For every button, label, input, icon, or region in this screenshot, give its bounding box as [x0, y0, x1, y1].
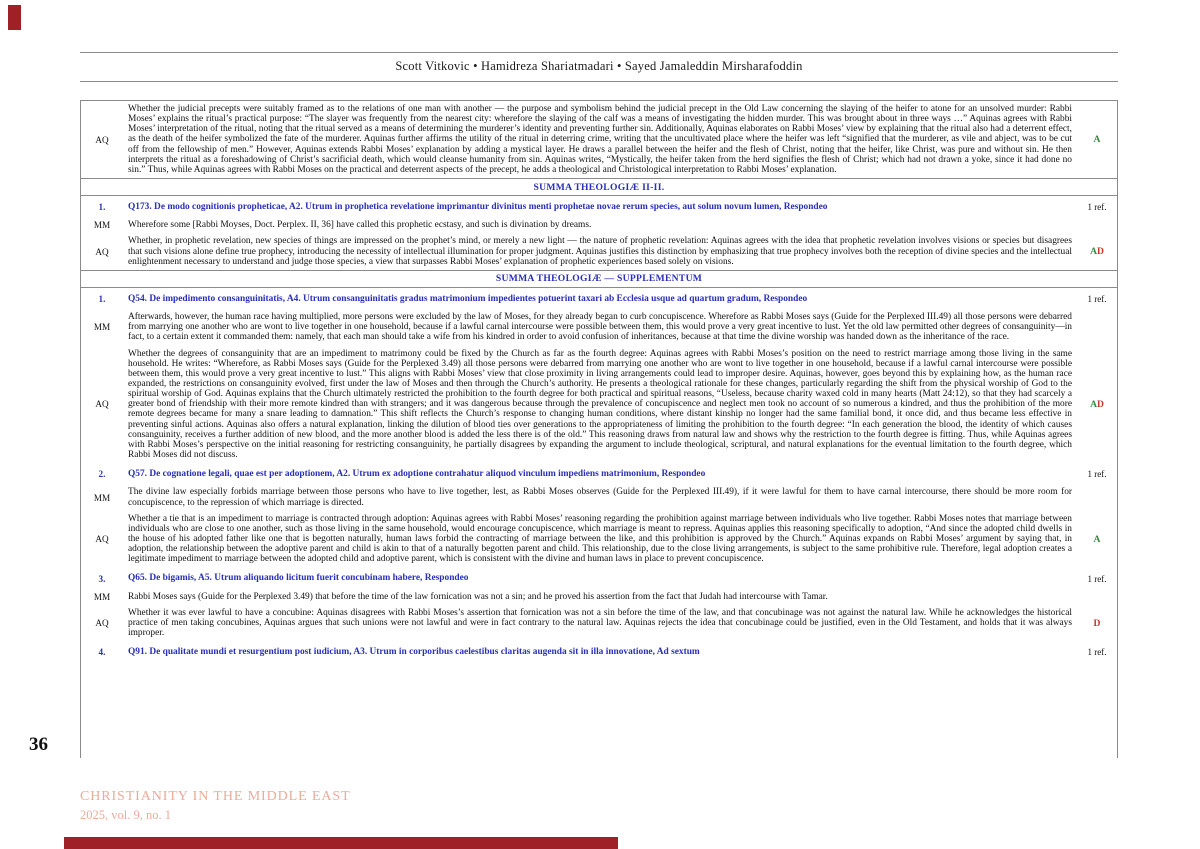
source-text: The divine law especially forbids marriage between those persons who have to live together, lest, as Rabbi Moses observes (Guide for the Perplexed III.49), if it were lawful for them to have carnal intercourse, there should be more room for concupiscence, to the repression of which marriage is directed.: [128, 487, 1072, 508]
assessment-row: [81, 101, 1117, 178]
agreement-mark: [1077, 246, 1117, 257]
mm-label: MM: [93, 322, 111, 333]
aq-label: AQ: [95, 399, 109, 410]
agreement-mark: [1077, 618, 1117, 629]
question-row: [81, 196, 1117, 217]
section-header: [81, 178, 1117, 196]
aq-label: AQ: [95, 618, 109, 629]
assessment-text: Whether a tie that is an impediment to marriage is contracted through adoption: Aquinas agrees with Rabbi Moses’ reasoning regarding the prohibition against marriage between individuals who live together. Rabbi Moses notes that marriage between individuals who are close to one another, such as those living in the same household, would encourage concupiscence, which marriage is meant to repress. Aquinas applies this reasoning specifically to adoption, “And since the adopted child dwells in the house of his adopted father like one that is begotten naturally, human laws forbid the contracting of marriage between the like, and this prohibition is approved by the Church.” Aquinas expands on Rabbi Moses’ argument by saying that, in adoption, the relationship between the adoptive parent and child is akin to that of a naturally begotten parent and child. This relationship, due to the close living arrangements, is subject to the same prohibitive rule. Therefore, legal adoption creates a legitimate impediment to marriage between the adopted child and adoptive parent, which is consistent with the divine and human laws in place to prevent concupiscence.: [128, 513, 1072, 565]
source-row: [81, 484, 1117, 510]
source-text: Afterwards, however, the human race having multiplied, more persons were excluded by the law of Moses, for they already began to curb concupiscence. Wherefore as Rabbi Moses says (Guide for the Perplexed III.49) all those persons were debarred from marrying one another who are wont to live together in one household, because if a lawful carnal intercourse were possible between them, this would prove a very great incentive to lust. Yet the old law permitted other degrees of consanguinity—in fact, to a certain extent it commanded them: namely, that each man should take a wife from his kindred in order to avoid confusion of inheritances, because at that time the divine worship was handed down as the inheritance of the race.: [128, 312, 1072, 343]
assessment-row: [81, 605, 1117, 641]
disagree-mark: D: [1097, 246, 1104, 258]
aq-label: AQ: [95, 134, 109, 145]
section-title: SUMMA THEOLOGIÆ II-II.: [533, 181, 665, 193]
agreement-mark: [1077, 534, 1117, 545]
section-title: SUMMA THEOLOGIÆ — SUPPLEMENTUM: [495, 273, 703, 285]
source-row: [81, 309, 1117, 345]
mm-label: MM: [93, 492, 111, 503]
question-row: [81, 288, 1117, 309]
source-row: [81, 217, 1117, 233]
agree-mark: A: [1090, 246, 1097, 258]
assessment-text: Whether, in prophetic revelation, new species of things are impressed on the prophet’s mind, or merely a new light — the nature of prophetic revelation: Aquinas agrees with the idea that prophetic revelation involves visions or species but disagrees that such visions alone define true prophecy, introducing the necessity of intellectual illumination for proper judgment. Aquinas justifies this distinction by emphasizing that true prophecy involves both the reception of divine species and the intellectual enlightenment necessary to understand and judge those species, a view that surpasses Rabbi Moses’ explanation of prophetic experiences based solely on visions.: [128, 236, 1072, 267]
question-row: [81, 463, 1117, 484]
concordance-table: [80, 100, 1118, 758]
question-number: 2.: [98, 469, 106, 480]
aq-label: AQ: [95, 534, 109, 545]
section-header: [81, 270, 1117, 288]
journal-title: CHRISTIANITY IN THE MIDDLE EAST: [80, 789, 351, 804]
source-text: Wherefore some [Rabbi Moyses, Doct. Perplex. II, 36] have called this prophetic ecstasy, and such is divination by dreams.: [128, 220, 592, 231]
assessment-row: [81, 511, 1117, 568]
question-number: 1.: [98, 293, 106, 304]
question-number: 1.: [98, 202, 106, 213]
question-title: Q91. De qualitate mundi et resurgentium post iudicium, A3. Utrum in corporibus caelestibus claritas augenda sit in illa innovatione, Ad sextum: [128, 647, 700, 658]
assessment-text: Whether the degrees of consanguinity that are an impediment to matrimony could be fixed by the Church as far as the fourth degree: Aquinas agrees with Rabbi Moses’s position on the need to restrict marriage among those living in the same household. He writes: “Wherefore, as Rabbi Moses says (Guide for the Perplexed 3.49) all those persons were debarred from marrying one another who are wont to live together in one household, because if a lawful carnal intercourse were possible between them, this would prove a very great incentive to lust.” This aligns with Rabbi Moses’ view that close proximity in living arrangements could lead to improper desire. Aquinas, however, goes beyond this by explaining how, as the human race expanded, the restrictions on consanguinity evolved, first under the law of Moses and then through the Church’s authority. He presents a theological rationale for these changes, particularly regarding the shift from the physical worship of God to the spiritual worship of God. Aquinas explains that the Church ultimately restricted the prohibition to the fourth degree for both practical and spiritual reasons, “Useless, because charity waxed cold in many hearts (Matt 24:12), so that they had scarcely a greater bond of friendship with their more remote kindred than with strangers; and it was dangerous because through the prevalence of concupiscence and neglect men took no account of so numerous a kindred, and thus the prohibition of the more remote degrees became for many a snare leading to damnation.” This shift reflects the Church’s response to changing human conditions, where distant kinship no longer had the same familial bond, it once did, and thus became less effective in preventing sinful actions. Aquinas also offers a natural explanation, linking the dilution of blood ties over generations to the appropriateness of limiting the prohibition to the fourth degree: “In each generation the blood, the identity of which causes consanguinity, receives a further addition of new blood, and the more another blood is added the less there is of the old.” This reasoning draws from natural law and shows why the restriction to the fourth degree is fitting. Thus, while Aquinas agrees with Rabbi Moses’s perspective on the initial reasoning for restricting consanguinity, he partially disagrees by expanding the argument to include theological, scriptural, and natural explanations for the eventual limitation to the fourth degree, which Rabbi Moses did not discuss.: [128, 348, 1072, 461]
ref-count: 1 ref.: [1087, 647, 1107, 658]
disagree-mark: D: [1097, 398, 1104, 410]
agree-mark: A: [1090, 398, 1097, 410]
page-number: 36: [29, 734, 48, 755]
question-row: [81, 641, 1117, 662]
question-number: 4.: [98, 647, 106, 658]
mm-label: MM: [93, 591, 111, 602]
question-row: [81, 567, 1117, 588]
question-title: Q173. De modo cognitionis propheticae, A2. Utrum in prophetica revelatione imprimantur divinitus menti prophetae novae rerum species, aut solum novum lumen, Respondeo: [128, 202, 828, 213]
aq-label: AQ: [95, 246, 109, 257]
question-title: Q57. De cognatione legali, quae est per adoptionem, A2. Utrum ex adoptione contrahatur aliquod vinculum impediens matrimonium, Respondeo: [128, 469, 706, 480]
ref-count: 1 ref.: [1087, 573, 1107, 584]
ref-count: 1 ref.: [1087, 202, 1107, 213]
footer-accent-bar: [64, 837, 618, 849]
disagree-mark: D: [1093, 617, 1101, 629]
question-title: Q65. De bigamis, A5. Utrum aliquando licitum fuerit concubinam habere, Respondeo: [128, 573, 469, 584]
source-text: Rabbi Moses says (Guide for the Perplexed 3.49) that before the time of the law fornication was not a sin; and he proved his assertion from the fact that Judah had intercourse with Tamar.: [128, 591, 828, 602]
source-row: [81, 589, 1117, 605]
journal-issue: 2025, vol. 9, no. 1: [80, 808, 171, 822]
assessment-row: [81, 346, 1117, 464]
agreement-mark: [1077, 399, 1117, 410]
assessment-row: [81, 233, 1117, 269]
question-title: Q54. De impedimento consanguinitatis, A4. Utrum consanguinitatis gradus matrimonium impedientes potuerint taxari ab Ecclesia usque ad quartum gradum, Respondeo: [128, 293, 808, 304]
mm-label: MM: [93, 220, 111, 231]
assessment-text: Whether the judicial precepts were suitably framed as to the relations of one man with another — the purpose and symbolism behind the judicial precept in the Old Law concerning the slaying of the heifer to atone for an unsolved murder: Rabbi Moses’ explains the ritual’s practical purpose: “The slayer was frequently from the nearest city: wherefore the slaying of the calf was a means of investigating the hidden murder. This was brought about in three ways …” Aquinas agrees with Rabbi Moses’ interpretation of the ritual, noting that the ritual served as a means of determining the murderer’s identity and preventing further sin. Additionally, Aquinas elaborates on Rabbi Moses’ view by explaining that the ritual also had a deterrent effect, as the death of the heifer symbolized the fate of the murderer. Aquinas further affirms the utility of the ritual in deterring crime, writing that the uncultivated place where the heifer was left “signified that the murderer, as vile and abject, was to be cut off from the fellowship of men.” However, Aquinas extends Rabbi Moses’ explanation by adding a mystical layer. He draws a parallel between the heifer and the flesh of Christ, noting that the heifer, like Christ, was pure and without sin. He then interprets the ritual as a foreshadowing of Christ’s sacrificial death, which would cleanse humanity from sin. Aquinas writes, “Mystically, the heifer taken from the herd signifies the flesh of Christ; which had not drawn a yoke, since it had done no sin.” Thus, while Aquinas agrees with Rabbi Moses on the practical and deterrent aspects of the precept, he adds a theological and Christological interpretation to Rabbi Moses’ explanation.: [128, 104, 1072, 175]
agree-mark: A: [1093, 533, 1101, 545]
agree-mark: A: [1093, 134, 1101, 146]
assessment-text: Whether it was ever lawful to have a concubine: Aquinas disagrees with Rabbi Moses’s assertion that fornication was not a sin before the time of the law, and that concubinage was not against the natural law. While he acknowledges the historical practice of men taking concubines, Aquinas argues that such unions were not lawful and were in fact contrary to the natural law. Aquinas rejects the idea that concubinage could be justified, even in the Old Testament, and holds that it was always improper.: [128, 607, 1072, 639]
ref-count: 1 ref.: [1087, 469, 1107, 480]
question-number: 3.: [98, 573, 106, 584]
corner-accent-bar: [8, 5, 21, 30]
agreement-mark: [1077, 134, 1117, 145]
page-header: [80, 52, 1118, 82]
authors-line: Scott Vitkovic • Hamidreza Shariatmadari • Sayed Jamaleddin Mirsharafoddin: [395, 59, 803, 73]
ref-count: 1 ref.: [1087, 293, 1107, 304]
